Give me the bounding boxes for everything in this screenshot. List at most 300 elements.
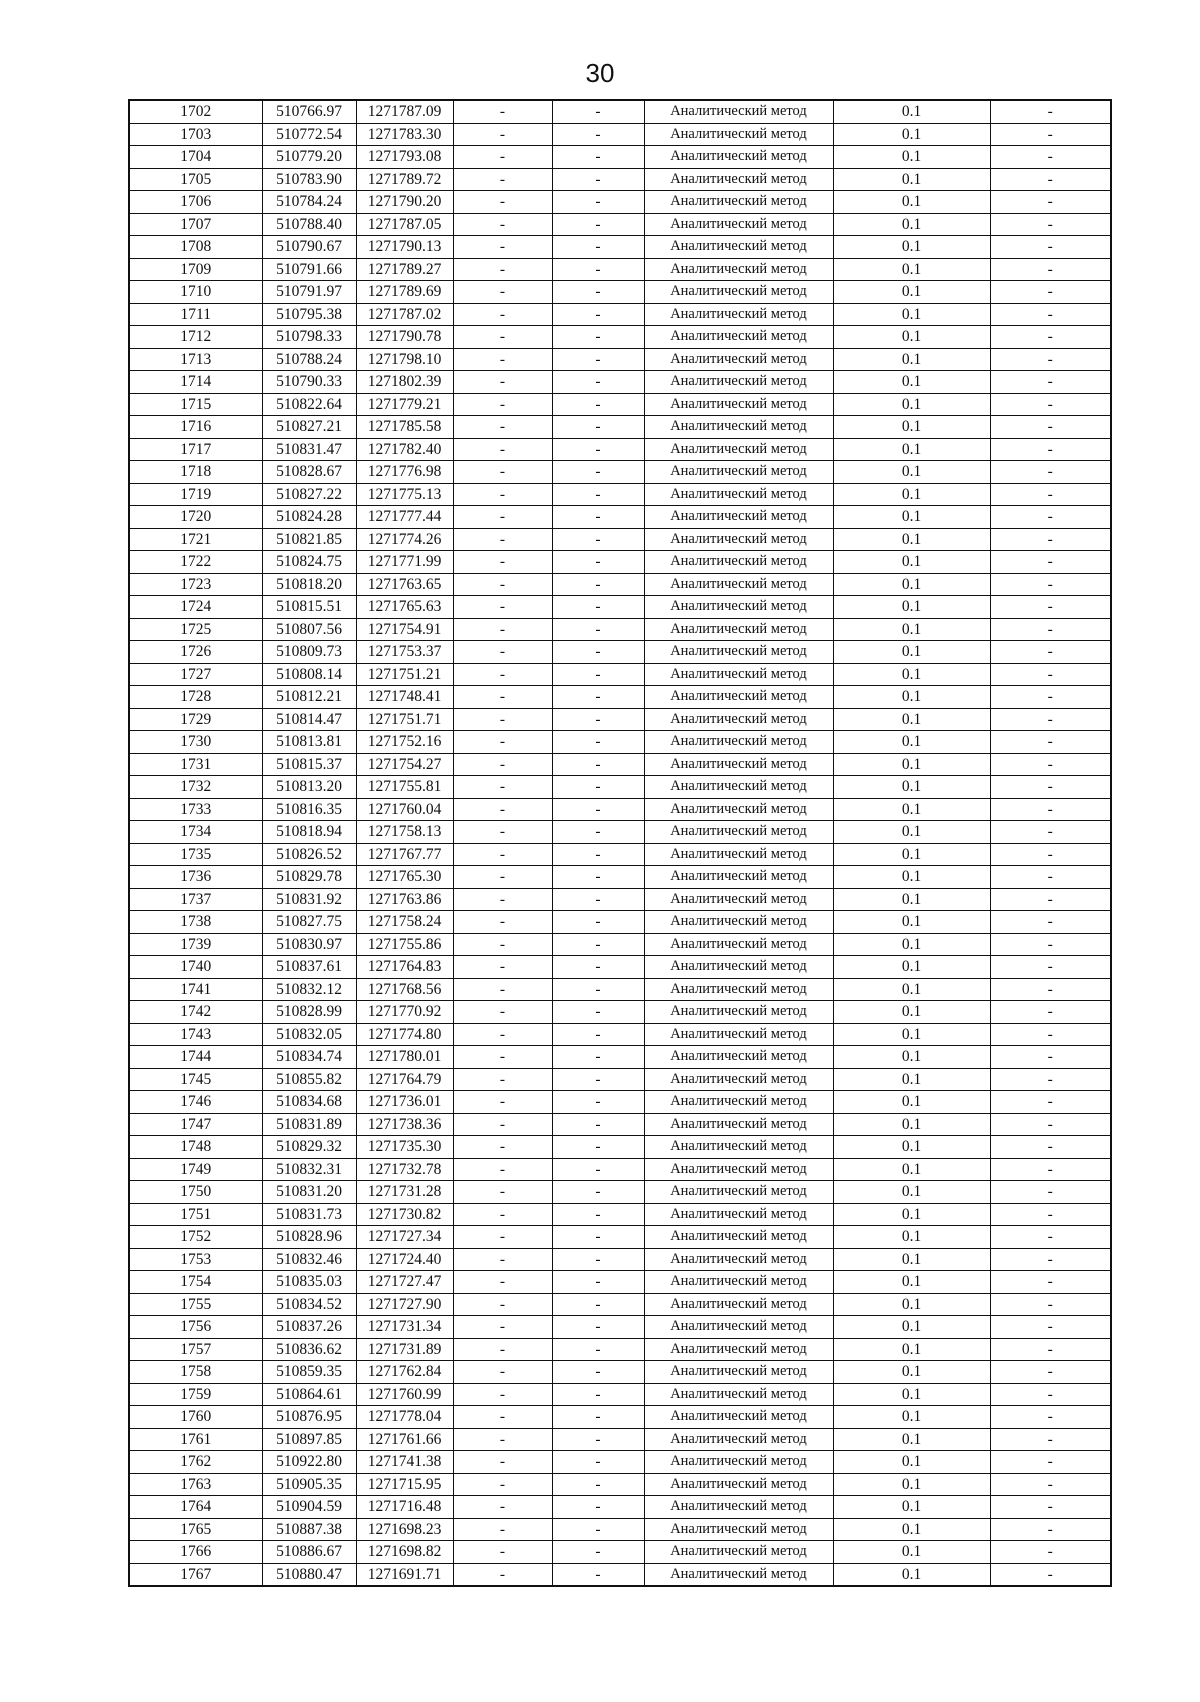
method-cell: Аналитический метод bbox=[644, 686, 833, 709]
col-5-cell: - bbox=[552, 461, 644, 484]
y-coordinate-cell: 1271755.86 bbox=[356, 933, 453, 956]
point-number-cell: 1703 bbox=[129, 123, 262, 146]
y-coordinate-cell: 1271755.81 bbox=[356, 776, 453, 799]
table-row bbox=[129, 348, 1111, 371]
accuracy-cell: 0.1 bbox=[833, 753, 990, 776]
col-8-cell: - bbox=[990, 843, 1111, 866]
col-5-cell: - bbox=[552, 731, 644, 754]
y-coordinate-cell: 1271748.41 bbox=[356, 686, 453, 709]
col-4-cell: - bbox=[453, 348, 552, 371]
col-4-cell: - bbox=[453, 956, 552, 979]
col-5-cell: - bbox=[552, 911, 644, 934]
point-number-cell: 1757 bbox=[129, 1338, 262, 1361]
col-8-cell: - bbox=[990, 528, 1111, 551]
col-5-cell: - bbox=[552, 753, 644, 776]
col-4-cell: - bbox=[453, 1361, 552, 1384]
point-number-cell: 1702 bbox=[129, 100, 262, 123]
col-8-cell: - bbox=[990, 506, 1111, 529]
accuracy-cell: 0.1 bbox=[833, 123, 990, 146]
table-row bbox=[129, 1293, 1111, 1316]
method-cell: Аналитический метод bbox=[644, 978, 833, 1001]
point-number-cell: 1748 bbox=[129, 1136, 262, 1159]
y-coordinate-cell: 1271777.44 bbox=[356, 506, 453, 529]
table-row bbox=[129, 1406, 1111, 1429]
table-row bbox=[129, 1518, 1111, 1541]
x-coordinate-cell: 510772.54 bbox=[262, 123, 356, 146]
point-number-cell: 1720 bbox=[129, 506, 262, 529]
col-5-cell: - bbox=[552, 146, 644, 169]
page-number: 30 bbox=[585, 58, 615, 88]
table-row bbox=[129, 461, 1111, 484]
x-coordinate-cell: 510813.81 bbox=[262, 731, 356, 754]
y-coordinate-cell: 1271727.47 bbox=[356, 1271, 453, 1294]
point-number-cell: 1754 bbox=[129, 1271, 262, 1294]
y-coordinate-cell: 1271760.99 bbox=[356, 1383, 453, 1406]
accuracy-cell: 0.1 bbox=[833, 258, 990, 281]
accuracy-cell: 0.1 bbox=[833, 1451, 990, 1474]
accuracy-cell: 0.1 bbox=[833, 191, 990, 214]
col-8-cell: - bbox=[990, 100, 1111, 123]
point-number-cell: 1738 bbox=[129, 911, 262, 934]
point-number-cell: 1706 bbox=[129, 191, 262, 214]
col-4-cell: - bbox=[453, 1518, 552, 1541]
col-8-cell: - bbox=[990, 596, 1111, 619]
col-8-cell: - bbox=[990, 888, 1111, 911]
point-number-cell: 1705 bbox=[129, 168, 262, 191]
point-number-cell: 1709 bbox=[129, 258, 262, 281]
point-number-cell: 1759 bbox=[129, 1383, 262, 1406]
table-row bbox=[129, 483, 1111, 506]
col-5-cell: - bbox=[552, 1181, 644, 1204]
col-4-cell: - bbox=[453, 866, 552, 889]
col-8-cell: - bbox=[990, 686, 1111, 709]
col-8-cell: - bbox=[990, 438, 1111, 461]
x-coordinate-cell: 510829.78 bbox=[262, 866, 356, 889]
y-coordinate-cell: 1271724.40 bbox=[356, 1248, 453, 1271]
point-number-cell: 1762 bbox=[129, 1451, 262, 1474]
method-cell: Аналитический метод bbox=[644, 1136, 833, 1159]
col-5-cell: - bbox=[552, 236, 644, 259]
col-8-cell: - bbox=[990, 461, 1111, 484]
method-cell: Аналитический метод bbox=[644, 416, 833, 439]
x-coordinate-cell: 510831.47 bbox=[262, 438, 356, 461]
point-number-cell: 1734 bbox=[129, 821, 262, 844]
x-coordinate-cell: 510876.95 bbox=[262, 1406, 356, 1429]
x-coordinate-cell: 510837.61 bbox=[262, 956, 356, 979]
x-coordinate-cell: 510831.20 bbox=[262, 1181, 356, 1204]
col-4-cell: - bbox=[453, 1271, 552, 1294]
y-coordinate-cell: 1271754.91 bbox=[356, 618, 453, 641]
col-4-cell: - bbox=[453, 1473, 552, 1496]
accuracy-cell: 0.1 bbox=[833, 461, 990, 484]
x-coordinate-cell: 510815.51 bbox=[262, 596, 356, 619]
col-4-cell: - bbox=[453, 191, 552, 214]
point-number-cell: 1765 bbox=[129, 1518, 262, 1541]
accuracy-cell: 0.1 bbox=[833, 1406, 990, 1429]
table-row bbox=[129, 1248, 1111, 1271]
accuracy-cell: 0.1 bbox=[833, 798, 990, 821]
point-number-cell: 1724 bbox=[129, 596, 262, 619]
method-cell: Аналитический метод bbox=[644, 438, 833, 461]
accuracy-cell: 0.1 bbox=[833, 821, 990, 844]
table-row bbox=[129, 551, 1111, 574]
y-coordinate-cell: 1271691.71 bbox=[356, 1563, 453, 1586]
col-5-cell: - bbox=[552, 191, 644, 214]
col-8-cell: - bbox=[990, 1181, 1111, 1204]
col-8-cell: - bbox=[990, 708, 1111, 731]
method-cell: Аналитический метод bbox=[644, 843, 833, 866]
method-cell: Аналитический метод bbox=[644, 1361, 833, 1384]
method-cell: Аналитический метод bbox=[644, 1428, 833, 1451]
y-coordinate-cell: 1271735.30 bbox=[356, 1136, 453, 1159]
table-row bbox=[129, 438, 1111, 461]
col-4-cell: - bbox=[453, 1496, 552, 1519]
method-cell: Аналитический метод bbox=[644, 326, 833, 349]
col-8-cell: - bbox=[990, 731, 1111, 754]
col-8-cell: - bbox=[990, 1023, 1111, 1046]
y-coordinate-cell: 1271758.13 bbox=[356, 821, 453, 844]
col-5-cell: - bbox=[552, 1496, 644, 1519]
accuracy-cell: 0.1 bbox=[833, 303, 990, 326]
col-4-cell: - bbox=[453, 618, 552, 641]
col-4-cell: - bbox=[453, 1158, 552, 1181]
col-8-cell: - bbox=[990, 1383, 1111, 1406]
x-coordinate-cell: 510887.38 bbox=[262, 1518, 356, 1541]
col-5-cell: - bbox=[552, 1518, 644, 1541]
col-4-cell: - bbox=[453, 146, 552, 169]
y-coordinate-cell: 1271763.86 bbox=[356, 888, 453, 911]
x-coordinate-cell: 510791.97 bbox=[262, 281, 356, 304]
col-5-cell: - bbox=[552, 1091, 644, 1114]
y-coordinate-cell: 1271753.37 bbox=[356, 641, 453, 664]
y-coordinate-cell: 1271793.08 bbox=[356, 146, 453, 169]
table-row bbox=[129, 731, 1111, 754]
col-5-cell: - bbox=[552, 438, 644, 461]
accuracy-cell: 0.1 bbox=[833, 573, 990, 596]
table-row bbox=[129, 281, 1111, 304]
table-row bbox=[129, 708, 1111, 731]
col-5-cell: - bbox=[552, 1451, 644, 1474]
col-5-cell: - bbox=[552, 1338, 644, 1361]
col-4-cell: - bbox=[453, 843, 552, 866]
x-coordinate-cell: 510832.12 bbox=[262, 978, 356, 1001]
point-number-cell: 1740 bbox=[129, 956, 262, 979]
method-cell: Аналитический метод bbox=[644, 213, 833, 236]
col-8-cell: - bbox=[990, 303, 1111, 326]
col-5-cell: - bbox=[552, 1023, 644, 1046]
point-number-cell: 1717 bbox=[129, 438, 262, 461]
accuracy-cell: 0.1 bbox=[833, 618, 990, 641]
accuracy-cell: 0.1 bbox=[833, 663, 990, 686]
accuracy-cell: 0.1 bbox=[833, 326, 990, 349]
col-4-cell: - bbox=[453, 528, 552, 551]
col-4-cell: - bbox=[453, 731, 552, 754]
x-coordinate-cell: 510855.82 bbox=[262, 1068, 356, 1091]
point-number-cell: 1726 bbox=[129, 641, 262, 664]
table-row bbox=[129, 821, 1111, 844]
x-coordinate-cell: 510788.40 bbox=[262, 213, 356, 236]
table-row bbox=[129, 686, 1111, 709]
accuracy-cell: 0.1 bbox=[833, 1113, 990, 1136]
col-5-cell: - bbox=[552, 1046, 644, 1069]
col-8-cell: - bbox=[990, 416, 1111, 439]
method-cell: Аналитический метод bbox=[644, 146, 833, 169]
method-cell: Аналитический метод bbox=[644, 1271, 833, 1294]
point-number-cell: 1732 bbox=[129, 776, 262, 799]
accuracy-cell: 0.1 bbox=[833, 1158, 990, 1181]
method-cell: Аналитический метод bbox=[644, 618, 833, 641]
col-8-cell: - bbox=[990, 978, 1111, 1001]
col-4-cell: - bbox=[453, 123, 552, 146]
method-cell: Аналитический метод bbox=[644, 1293, 833, 1316]
col-4-cell: - bbox=[453, 1541, 552, 1564]
table-row bbox=[129, 618, 1111, 641]
point-number-cell: 1753 bbox=[129, 1248, 262, 1271]
y-coordinate-cell: 1271731.28 bbox=[356, 1181, 453, 1204]
x-coordinate-cell: 510831.89 bbox=[262, 1113, 356, 1136]
table-row bbox=[129, 753, 1111, 776]
table-row bbox=[129, 956, 1111, 979]
accuracy-cell: 0.1 bbox=[833, 236, 990, 259]
method-cell: Аналитический метод bbox=[644, 866, 833, 889]
method-cell: Аналитический метод bbox=[644, 911, 833, 934]
table-row bbox=[129, 1068, 1111, 1091]
accuracy-cell: 0.1 bbox=[833, 1541, 990, 1564]
table-row bbox=[129, 866, 1111, 889]
col-8-cell: - bbox=[990, 618, 1111, 641]
col-4-cell: - bbox=[453, 1046, 552, 1069]
y-coordinate-cell: 1271762.84 bbox=[356, 1361, 453, 1384]
accuracy-cell: 0.1 bbox=[833, 911, 990, 934]
accuracy-cell: 0.1 bbox=[833, 146, 990, 169]
col-4-cell: - bbox=[453, 303, 552, 326]
table-row bbox=[129, 911, 1111, 934]
col-8-cell: - bbox=[990, 866, 1111, 889]
col-8-cell: - bbox=[990, 1226, 1111, 1249]
y-coordinate-cell: 1271736.01 bbox=[356, 1091, 453, 1114]
table-row bbox=[129, 506, 1111, 529]
point-number-cell: 1728 bbox=[129, 686, 262, 709]
y-coordinate-cell: 1271783.30 bbox=[356, 123, 453, 146]
accuracy-cell: 0.1 bbox=[833, 528, 990, 551]
col-4-cell: - bbox=[453, 483, 552, 506]
table-row bbox=[129, 573, 1111, 596]
method-cell: Аналитический метод bbox=[644, 123, 833, 146]
point-number-cell: 1712 bbox=[129, 326, 262, 349]
method-cell: Аналитический метод bbox=[644, 1046, 833, 1069]
method-cell: Аналитический метод bbox=[644, 1158, 833, 1181]
col-5-cell: - bbox=[552, 573, 644, 596]
col-5-cell: - bbox=[552, 1428, 644, 1451]
table-row bbox=[129, 1271, 1111, 1294]
col-4-cell: - bbox=[453, 1203, 552, 1226]
table-row bbox=[129, 393, 1111, 416]
point-number-cell: 1750 bbox=[129, 1181, 262, 1204]
x-coordinate-cell: 510827.21 bbox=[262, 416, 356, 439]
col-5-cell: - bbox=[552, 1068, 644, 1091]
col-5-cell: - bbox=[552, 168, 644, 191]
y-coordinate-cell: 1271790.78 bbox=[356, 326, 453, 349]
col-8-cell: - bbox=[990, 1428, 1111, 1451]
point-number-cell: 1737 bbox=[129, 888, 262, 911]
table-row bbox=[129, 371, 1111, 394]
accuracy-cell: 0.1 bbox=[833, 1226, 990, 1249]
col-8-cell: - bbox=[990, 1338, 1111, 1361]
method-cell: Аналитический метод bbox=[644, 100, 833, 123]
col-8-cell: - bbox=[990, 1473, 1111, 1496]
y-coordinate-cell: 1271738.36 bbox=[356, 1113, 453, 1136]
col-4-cell: - bbox=[453, 100, 552, 123]
point-number-cell: 1749 bbox=[129, 1158, 262, 1181]
method-cell: Аналитический метод bbox=[644, 1518, 833, 1541]
col-8-cell: - bbox=[990, 393, 1111, 416]
point-number-cell: 1744 bbox=[129, 1046, 262, 1069]
method-cell: Аналитический метод bbox=[644, 393, 833, 416]
method-cell: Аналитический метод bbox=[644, 258, 833, 281]
method-cell: Аналитический метод bbox=[644, 1496, 833, 1519]
x-coordinate-cell: 510834.74 bbox=[262, 1046, 356, 1069]
x-coordinate-cell: 510822.64 bbox=[262, 393, 356, 416]
y-coordinate-cell: 1271782.40 bbox=[356, 438, 453, 461]
method-cell: Аналитический метод bbox=[644, 731, 833, 754]
y-coordinate-cell: 1271765.63 bbox=[356, 596, 453, 619]
x-coordinate-cell: 510791.66 bbox=[262, 258, 356, 281]
col-5-cell: - bbox=[552, 596, 644, 619]
col-5-cell: - bbox=[552, 258, 644, 281]
col-4-cell: - bbox=[453, 1023, 552, 1046]
point-number-cell: 1760 bbox=[129, 1406, 262, 1429]
table-row bbox=[129, 798, 1111, 821]
method-cell: Аналитический метод bbox=[644, 933, 833, 956]
accuracy-cell: 0.1 bbox=[833, 1091, 990, 1114]
y-coordinate-cell: 1271774.80 bbox=[356, 1023, 453, 1046]
x-coordinate-cell: 510831.73 bbox=[262, 1203, 356, 1226]
accuracy-cell: 0.1 bbox=[833, 1001, 990, 1024]
col-8-cell: - bbox=[990, 573, 1111, 596]
accuracy-cell: 0.1 bbox=[833, 506, 990, 529]
method-cell: Аналитический метод bbox=[644, 168, 833, 191]
col-5-cell: - bbox=[552, 618, 644, 641]
table-row bbox=[129, 258, 1111, 281]
col-5-cell: - bbox=[552, 1361, 644, 1384]
x-coordinate-cell: 510836.62 bbox=[262, 1338, 356, 1361]
col-8-cell: - bbox=[990, 146, 1111, 169]
y-coordinate-cell: 1271787.05 bbox=[356, 213, 453, 236]
x-coordinate-cell: 510788.24 bbox=[262, 348, 356, 371]
col-4-cell: - bbox=[453, 888, 552, 911]
table-row bbox=[129, 1181, 1111, 1204]
col-8-cell: - bbox=[990, 1541, 1111, 1564]
col-5-cell: - bbox=[552, 213, 644, 236]
col-4-cell: - bbox=[453, 168, 552, 191]
x-coordinate-cell: 510795.38 bbox=[262, 303, 356, 326]
col-4-cell: - bbox=[453, 641, 552, 664]
point-number-cell: 1733 bbox=[129, 798, 262, 821]
method-cell: Аналитический метод bbox=[644, 1451, 833, 1474]
y-coordinate-cell: 1271715.95 bbox=[356, 1473, 453, 1496]
y-coordinate-cell: 1271758.24 bbox=[356, 911, 453, 934]
accuracy-cell: 0.1 bbox=[833, 1383, 990, 1406]
method-cell: Аналитический метод bbox=[644, 1113, 833, 1136]
col-8-cell: - bbox=[990, 371, 1111, 394]
col-4-cell: - bbox=[453, 258, 552, 281]
point-number-cell: 1741 bbox=[129, 978, 262, 1001]
col-4-cell: - bbox=[453, 1383, 552, 1406]
point-number-cell: 1725 bbox=[129, 618, 262, 641]
col-4-cell: - bbox=[453, 416, 552, 439]
point-number-cell: 1763 bbox=[129, 1473, 262, 1496]
table-row bbox=[129, 596, 1111, 619]
accuracy-cell: 0.1 bbox=[833, 888, 990, 911]
y-coordinate-cell: 1271752.16 bbox=[356, 731, 453, 754]
y-coordinate-cell: 1271802.39 bbox=[356, 371, 453, 394]
point-number-cell: 1721 bbox=[129, 528, 262, 551]
col-8-cell: - bbox=[990, 821, 1111, 844]
table-row bbox=[129, 168, 1111, 191]
y-coordinate-cell: 1271789.69 bbox=[356, 281, 453, 304]
x-coordinate-cell: 510784.24 bbox=[262, 191, 356, 214]
accuracy-cell: 0.1 bbox=[833, 1248, 990, 1271]
x-coordinate-cell: 510859.35 bbox=[262, 1361, 356, 1384]
y-coordinate-cell: 1271698.23 bbox=[356, 1518, 453, 1541]
y-coordinate-cell: 1271754.27 bbox=[356, 753, 453, 776]
col-4-cell: - bbox=[453, 1226, 552, 1249]
y-coordinate-cell: 1271798.10 bbox=[356, 348, 453, 371]
method-cell: Аналитический метод bbox=[644, 798, 833, 821]
col-8-cell: - bbox=[990, 663, 1111, 686]
point-number-cell: 1764 bbox=[129, 1496, 262, 1519]
col-4-cell: - bbox=[453, 506, 552, 529]
col-8-cell: - bbox=[990, 1091, 1111, 1114]
y-coordinate-cell: 1271771.99 bbox=[356, 551, 453, 574]
col-8-cell: - bbox=[990, 933, 1111, 956]
x-coordinate-cell: 510886.67 bbox=[262, 1541, 356, 1564]
col-8-cell: - bbox=[990, 1406, 1111, 1429]
x-coordinate-cell: 510827.75 bbox=[262, 911, 356, 934]
col-5-cell: - bbox=[552, 281, 644, 304]
table-row bbox=[129, 303, 1111, 326]
method-cell: Аналитический метод bbox=[644, 1203, 833, 1226]
accuracy-cell: 0.1 bbox=[833, 438, 990, 461]
col-8-cell: - bbox=[990, 641, 1111, 664]
col-5-cell: - bbox=[552, 843, 644, 866]
col-4-cell: - bbox=[453, 371, 552, 394]
accuracy-cell: 0.1 bbox=[833, 393, 990, 416]
col-5-cell: - bbox=[552, 100, 644, 123]
col-8-cell: - bbox=[990, 911, 1111, 934]
col-5-cell: - bbox=[552, 1316, 644, 1339]
accuracy-cell: 0.1 bbox=[833, 551, 990, 574]
method-cell: Аналитический метод bbox=[644, 1091, 833, 1114]
x-coordinate-cell: 510897.85 bbox=[262, 1428, 356, 1451]
col-5-cell: - bbox=[552, 393, 644, 416]
table-row bbox=[129, 326, 1111, 349]
col-4-cell: - bbox=[453, 798, 552, 821]
point-number-cell: 1719 bbox=[129, 483, 262, 506]
col-5-cell: - bbox=[552, 956, 644, 979]
col-4-cell: - bbox=[453, 663, 552, 686]
col-4-cell: - bbox=[453, 911, 552, 934]
method-cell: Аналитический метод bbox=[644, 708, 833, 731]
y-coordinate-cell: 1271730.82 bbox=[356, 1203, 453, 1226]
x-coordinate-cell: 510827.22 bbox=[262, 483, 356, 506]
accuracy-cell: 0.1 bbox=[833, 843, 990, 866]
col-5-cell: - bbox=[552, 866, 644, 889]
col-5-cell: - bbox=[552, 1136, 644, 1159]
point-number-cell: 1707 bbox=[129, 213, 262, 236]
point-number-cell: 1711 bbox=[129, 303, 262, 326]
table-row bbox=[129, 1113, 1111, 1136]
